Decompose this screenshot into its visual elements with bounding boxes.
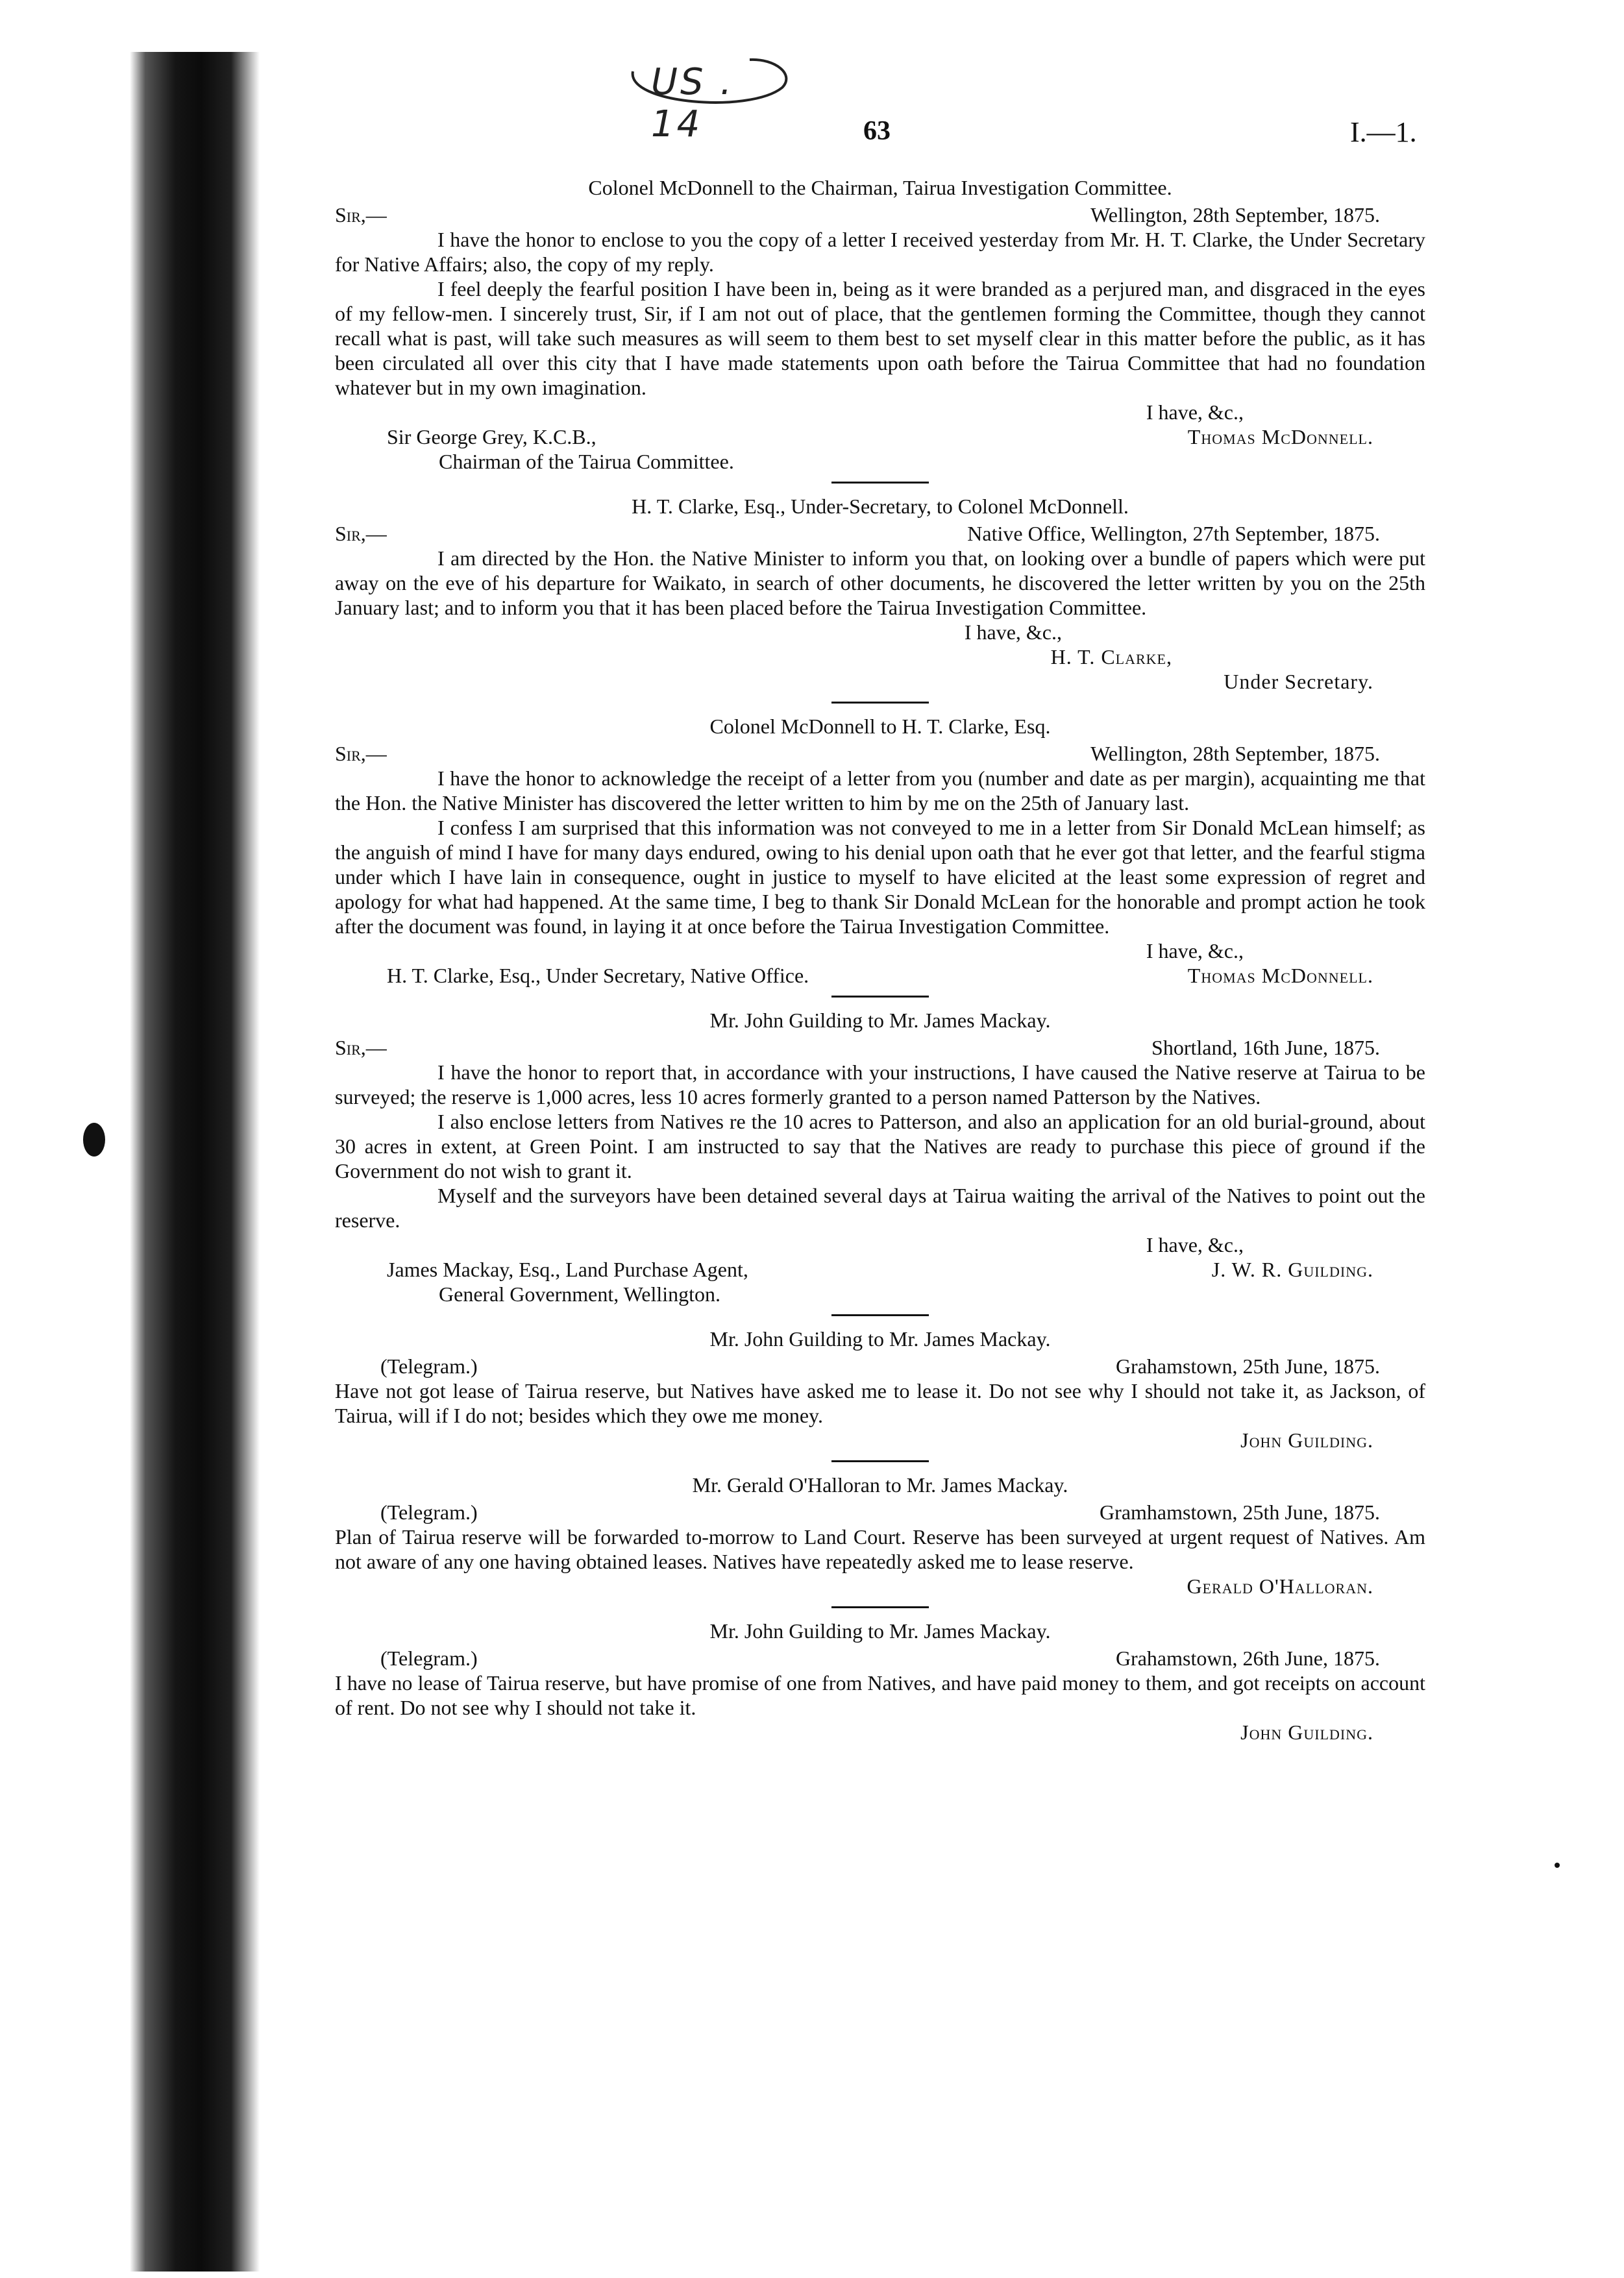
signature: Thomas McDonnell.	[1187, 964, 1373, 987]
margin-note-text: US . 14	[651, 61, 735, 145]
letter-2	[335, 494, 1425, 694]
place-date: Gramhamstown, 25th June, 1875.	[1100, 1500, 1380, 1524]
section-divider	[831, 996, 929, 998]
telegram-label: (Telegram.)	[380, 1354, 478, 1378]
paragraph: Plan of Tairua reserve will be forwarded to-morrow to Land Court. Reserve has been surveyed at urgent request of Natives. Am not aware of any one having obtained leases. Natives have repeatedly asked me to lease reserve.	[335, 1525, 1425, 1573]
salutation: Sir,—	[335, 742, 387, 765]
letter-1	[335, 175, 1425, 474]
letter-heading: Mr. John Guilding to Mr. James Mackay.	[709, 1009, 1051, 1032]
section-divider	[831, 702, 929, 704]
telegram-label: (Telegram.)	[380, 1500, 478, 1524]
section-divider	[831, 1460, 929, 1462]
scan-binding-shadow	[130, 52, 260, 2272]
place-date: Shortland, 16th June, 1875.	[1151, 1036, 1380, 1059]
telegram-1	[335, 1327, 1425, 1452]
paragraph: I also enclose letters from Natives re the 10 acres to Patterson, and also an application for an old burial-ground, about 30 acres in extent, at Green Point. I am instructed to say that the Natives are ready to purchase this piece of ground if the Government do not wish to grant it.	[335, 1110, 1425, 1182]
letter-heading: H. T. Clarke, Esq., Under-Secretary, to Colonel McDonnell.	[632, 495, 1129, 518]
salutation: Sir,—	[335, 1036, 387, 1059]
letter-heading: Mr. John Guilding to Mr. James Mackay.	[709, 1327, 1051, 1351]
signature: John Guilding.	[1240, 1428, 1373, 1452]
section-divider	[831, 482, 929, 484]
signature: John Guilding.	[1240, 1721, 1373, 1744]
signature: J. W. R. Guilding.	[1211, 1258, 1373, 1281]
paragraph: I have the honor to enclose to you the copy of a letter I received yesterday from Mr. H. T. Clarke, the Under Secretary for Native Affairs; also, the copy of my reply.	[335, 228, 1425, 276]
signature: Thomas McDonnell.	[1187, 425, 1373, 448]
paragraph: I feel deeply the fearful position I have been in, being as it were branded as a perjured man, and disgraced in the eyes of my fellow-men. I sincerely trust, Sir, if I am not out of place, that the gentlemen forming the Committee, though they cannot recall what is past, will take such measures as will seem to them best to set myself clear in this matter before the public, as it has been circulated all over this city that I have made statements upon oath before the Tairua Committee that had no foundation whatever but in my own imagination.	[335, 277, 1425, 399]
page-body	[335, 175, 1425, 1745]
letter-3	[335, 714, 1425, 988]
closing: I have, &c.,	[1146, 400, 1244, 424]
stray-mark	[1555, 1863, 1560, 1868]
telegram-2	[335, 1473, 1425, 1598]
signature: H. T. Clarke,	[1050, 645, 1172, 668]
telegram-label: (Telegram.)	[380, 1647, 478, 1670]
telegram-3	[335, 1619, 1425, 1745]
paragraph: I am directed by the Hon. the Native Minister to inform you that, on looking over a bundle of papers which were put away on the eve of his departure for Waikato, in search of other documents, he discovered the letter written by you on the 25th January last; and to inform you that it has been placed before the Tairua Investigation Committee.	[335, 546, 1425, 619]
paragraph: I have the honor to report that, in accordance with your instructions, I have caused the Native reserve at Tairua to be surveyed; the reserve is 1,000 acres, less 10 acres formerly granted to a person named Patterson by the Natives.	[335, 1060, 1425, 1108]
page-number: 63	[863, 116, 891, 146]
salutation: Sir,—	[335, 522, 387, 545]
closing: I have, &c.,	[1146, 939, 1244, 962]
place-date: Grahamstown, 25th June, 1875.	[1115, 1354, 1380, 1378]
addressee: Sir George Grey, K.C.B.,	[387, 425, 597, 448]
signature-title: Under Secretary.	[1224, 670, 1373, 693]
paragraph: I have the honor to acknowledge the receipt of a letter from you (number and date as per margin), acquainting me that the Hon. the Native Minister has discovered the letter written to him by me on the 25th of January last.	[335, 766, 1425, 814]
letter-heading: Mr. John Guilding to Mr. James Mackay.	[709, 1619, 1051, 1643]
paragraph: Myself and the surveyors have been detained several days at Tairua waiting the arrival of the Natives to point out the reserve.	[335, 1184, 1425, 1232]
signature: Gerald O'Halloran.	[1187, 1574, 1373, 1598]
letter-4	[335, 1008, 1425, 1306]
paragraph: I have no lease of Tairua reserve, but have promise of one from Natives, and have paid money to them, and got receipts on account of rent. Do not see why I should not take it.	[335, 1671, 1425, 1719]
salutation: Sir,—	[335, 203, 387, 227]
paragraph: I confess I am surprised that this information was not conveyed to me in a letter from Sir Donald McLean himself; as the anguish of mind I have for many days endured, owing to his denial upon oath that he ever got that letter, and the fearful stigma under which I have lain in consequence, ought in justice to myself to have elicited at the least some expression of regret and apology for what had happened. At the same time, I beg to thank Sir Donald McLean for the honorable and prompt action he took after the document was found, in laying it at once before the Tairua Investigation Committee.	[335, 816, 1425, 938]
letter-heading: Mr. Gerald O'Halloran to Mr. James Mackay.	[692, 1473, 1068, 1497]
addressee: H. T. Clarke, Esq., Under Secretary, Native Office.	[387, 964, 809, 987]
place-date: Wellington, 28th September, 1875.	[1090, 203, 1380, 227]
letter-heading: Colonel McDonnell to the Chairman, Tairua Investigation Committee.	[588, 176, 1172, 199]
addressee-line-2: Chairman of the Tairua Committee.	[439, 450, 734, 473]
paragraph: Have not got lease of Tairua reserve, but Natives have asked me to lease it. Do not see why I should not take it, as Jackson, of Tairua, will if I do not; besides which they owe me money.	[335, 1379, 1425, 1427]
place-date: Wellington, 28th September, 1875.	[1090, 742, 1380, 765]
closing: I have, &c.,	[1146, 1233, 1244, 1256]
closing: I have, &c.,	[964, 620, 1062, 644]
place-date: Native Office, Wellington, 27th September, 1875.	[967, 522, 1380, 545]
section-divider	[831, 1606, 929, 1608]
section-divider	[831, 1314, 929, 1316]
place-date: Grahamstown, 26th June, 1875.	[1115, 1647, 1380, 1670]
handwritten-margin-note	[620, 52, 795, 145]
letter-heading: Colonel McDonnell to H. T. Clarke, Esq.	[709, 715, 1051, 738]
document-reference: I.—1.	[1350, 116, 1417, 148]
addressee-line-2: General Government, Wellington.	[439, 1282, 721, 1306]
ink-blot	[83, 1123, 105, 1157]
addressee: James Mackay, Esq., Land Purchase Agent,	[387, 1258, 748, 1281]
